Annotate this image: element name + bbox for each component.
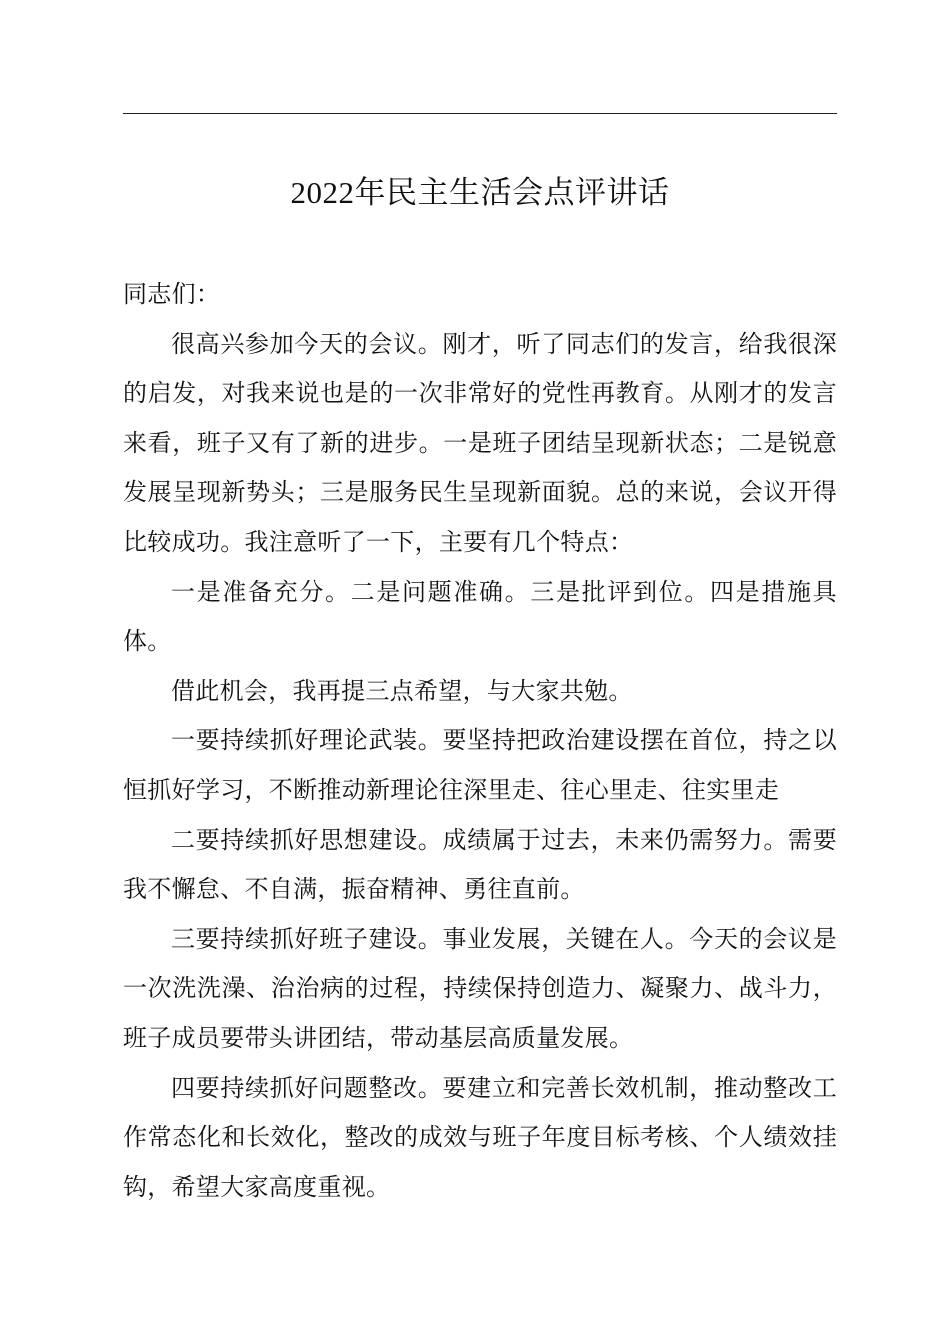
salutation: 同志们： (123, 280, 221, 308)
paragraph-hopes-intro: 借此机会，我再提三点希望，与大家共勉。 (171, 676, 633, 705)
paragraph-hope-team: 三要持续抓好班子建设。事业发展，关键在人。今天的会议是一次洗洗澡、治治病的过程，持续保持创造力、凝聚力、战斗力，班子成员要带头讲团结，带动基层高质量发展。 (123, 924, 837, 1052)
paragraph-features: 一是准备充分。二是问题准确。三是批评到位。四是措施具体。 (123, 577, 837, 656)
paragraph-opening: 很高兴参加今天的会议。刚才，听了同志们的发言，给我很深的启发，对我来说也是的一次非常好的党性再教育。从刚才的发言来看，班子又有了新的进步。一是班子团结呈现新状态；二是锐意发展呈现新势头；三是服务民生呈现新面貌。总的来说，会议开得比较成功。我注意听了一下，主要有几个特点： (123, 329, 837, 556)
document-body (123, 270, 837, 1212)
header-rule (123, 113, 837, 114)
paragraph-hope-rectification: 四要持续抓好问题整改。要建立和完善长效机制，推动整改工作常态化和长效化，整改的成效与班子年度目标考核、个人绩效挂钩，希望大家高度重视。 (123, 1073, 837, 1201)
paragraph-hope-theory: 一要持续抓好理论武装。要坚持把政治建设摆在首位，持之以恒抓好学习，不断推动新理论往深里走、往心里走、往实里走 (123, 726, 837, 804)
document-title: 2022年民主生活会点评讲话 (290, 175, 670, 210)
paragraph-hope-thought: 二要持续抓好思想建设。成绩属于过去，未来仍需努力。需要我不懈怠、不自满，振奋精神、勇往直前。 (123, 825, 837, 904)
